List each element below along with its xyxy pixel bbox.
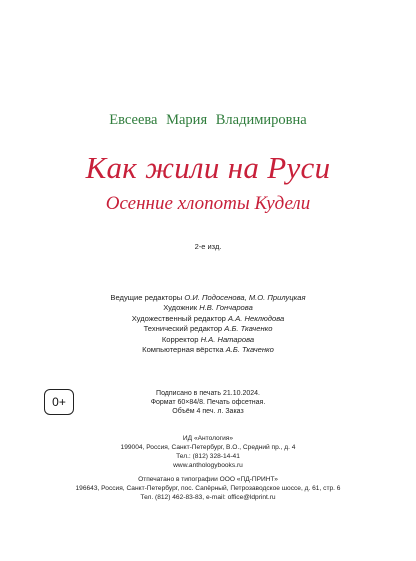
credit-line: Технический редактор А.Б. Ткаченко [143, 324, 273, 334]
print-info-line: Подписано в печать 21.10.2024. [156, 390, 260, 397]
printer-line: Тел. (812) 462-83-83, e-mail: office@ldprint.ru [140, 494, 276, 501]
credit-line: Ведущие редакторы О.И. Подосенова, М.О. Прилуцкая [110, 293, 306, 302]
printer-line: 196643, Россия, Санкт-Петербург, пос. Сапёрный, Петрозаводское шоссе, д. 61, стр. 6 [75, 485, 341, 492]
print-info-line: Объём 4 печ. л. Заказ [172, 408, 244, 416]
author-name: Евсеева Мария Владимировна [109, 112, 307, 128]
publisher-line: 199004, Россия, Санкт-Петербург, В.О., Средний пр., д. 4 [120, 444, 296, 451]
publisher-line: Тел.: (812) 328-14-41 [176, 453, 240, 460]
credit-line: Художественный редактор А.А. Неклюдова [131, 313, 285, 323]
print-info-line: Формат 60×84/8. Печать офсетная. [150, 399, 266, 407]
book-title: Как жили на Руси [85, 150, 331, 185]
printer-line: Отпечатано в типографии ООО «ПД-ПРИНТ» [138, 476, 278, 483]
credit-line: Компьютерная вёрстка А.Б. Ткаченко [142, 345, 274, 355]
publisher-info [0, 434, 416, 470]
publisher-line: ИД «Антология» [182, 435, 234, 442]
credit-line: Корректор Н.А. Натарова [161, 334, 255, 344]
publisher-website-link[interactable]: www.anthologybooks.ru [173, 462, 243, 469]
printer-info [0, 475, 416, 502]
age-rating-badge: 0+ [44, 389, 74, 415]
book-subtitle: Осенние хлопоты Кудели [105, 193, 311, 214]
print-info [0, 389, 416, 417]
edition-label: 2-е изд. [194, 242, 222, 251]
credits-block [0, 293, 416, 355]
credit-line: Художник Н.В. Гончарова [163, 303, 253, 313]
